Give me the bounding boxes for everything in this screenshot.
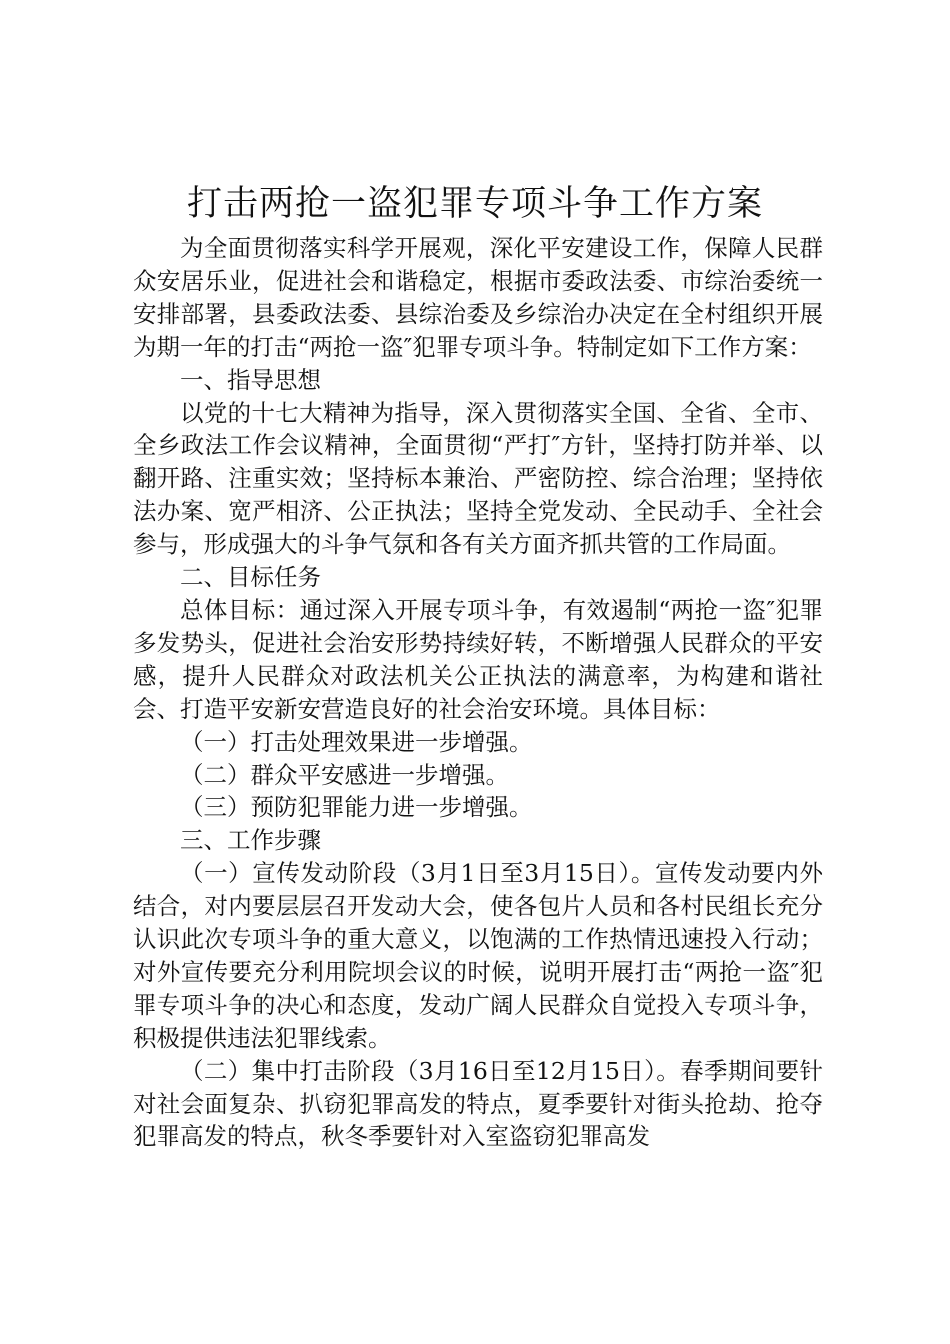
goal-item-2: （二）群众平安感进一步增强。 (180, 760, 509, 789)
guiding-ideology-paragraph: 以党的十七大精神为指导，深入贯彻落实全国、全省、全市、全乡政法工作会议精神，全面贯彻“严打″方针，坚持打防并举、以翻开路、注重实效；坚持标本兼治、严密防控、综合治理；坚持依法办案、宽严相济、公正执法；坚持全党发动、全民动手、全社会参与，形成强大的斗争气氛和各有关方面齐抓共管的工作局面。 (133, 398, 823, 559)
step-2-paragraph: （二）集中打击阶段（3月16日至12月15日）。春季期间要针对社会面复杂、扒窃犯罪高发的特点，夏季要针对街头抢劫、抢夺犯罪高发的特点，秋冬季要针对入室盗窃犯罪高发 (133, 1056, 823, 1151)
document-body (133, 232, 823, 1153)
step-1-paragraph: （一）宣传发动阶段（3月1日至3月15日）。宣传发动要内外结合，对内要层层召开发动大会，使各包片人员和各村民组长充分认识此次专项斗争的重大意义，以饱满的工作热情迅速投入行动；对外宣传要充分利用院坝会议的时候，说明开展打击“两抢一盗″犯罪专项斗争的决心和态度，发动广阔人民群众自觉投入专项斗争，积极提供违法犯罪线索。 (133, 859, 823, 1052)
goal-item-1: （一）打击处理效果进一步增强。 (180, 727, 533, 756)
section-heading-work-steps: 三、工作步骤 (180, 826, 321, 855)
section-heading-guiding-ideology: 一、指导思想 (180, 365, 321, 394)
section-heading-goals: 二、目标任务 (180, 563, 321, 592)
overall-goal-paragraph: 总体目标：通过深入开展专项斗争，有效遏制“两抢一盗″犯罪多发势头，促进社会治安形势持续好转，不断增强人民群众的平安感，提升人民群众对政法机关公正执法的满意率，为构建和谐社会、打造平安新安营造良好的社会治安环境。具体目标： (133, 595, 823, 723)
document-title: 打击两抢一盗犯罪专项斗争工作方案 (186, 184, 763, 224)
intro-paragraph: 为全面贯彻落实科学开展观，深化平安建设工作，保障人民群众安居乐业，促进社会和谐稳定，根据市委政法委、市综治委统一安排部署，县委政法委、县综治委及乡综治办决定在全村组织开展为期一年的打击“两抢一盗″犯罪专项斗争。特制定如下工作方案： (133, 234, 823, 361)
goal-item-3: （三）预防犯罪能力进一步增强。 (180, 793, 533, 822)
